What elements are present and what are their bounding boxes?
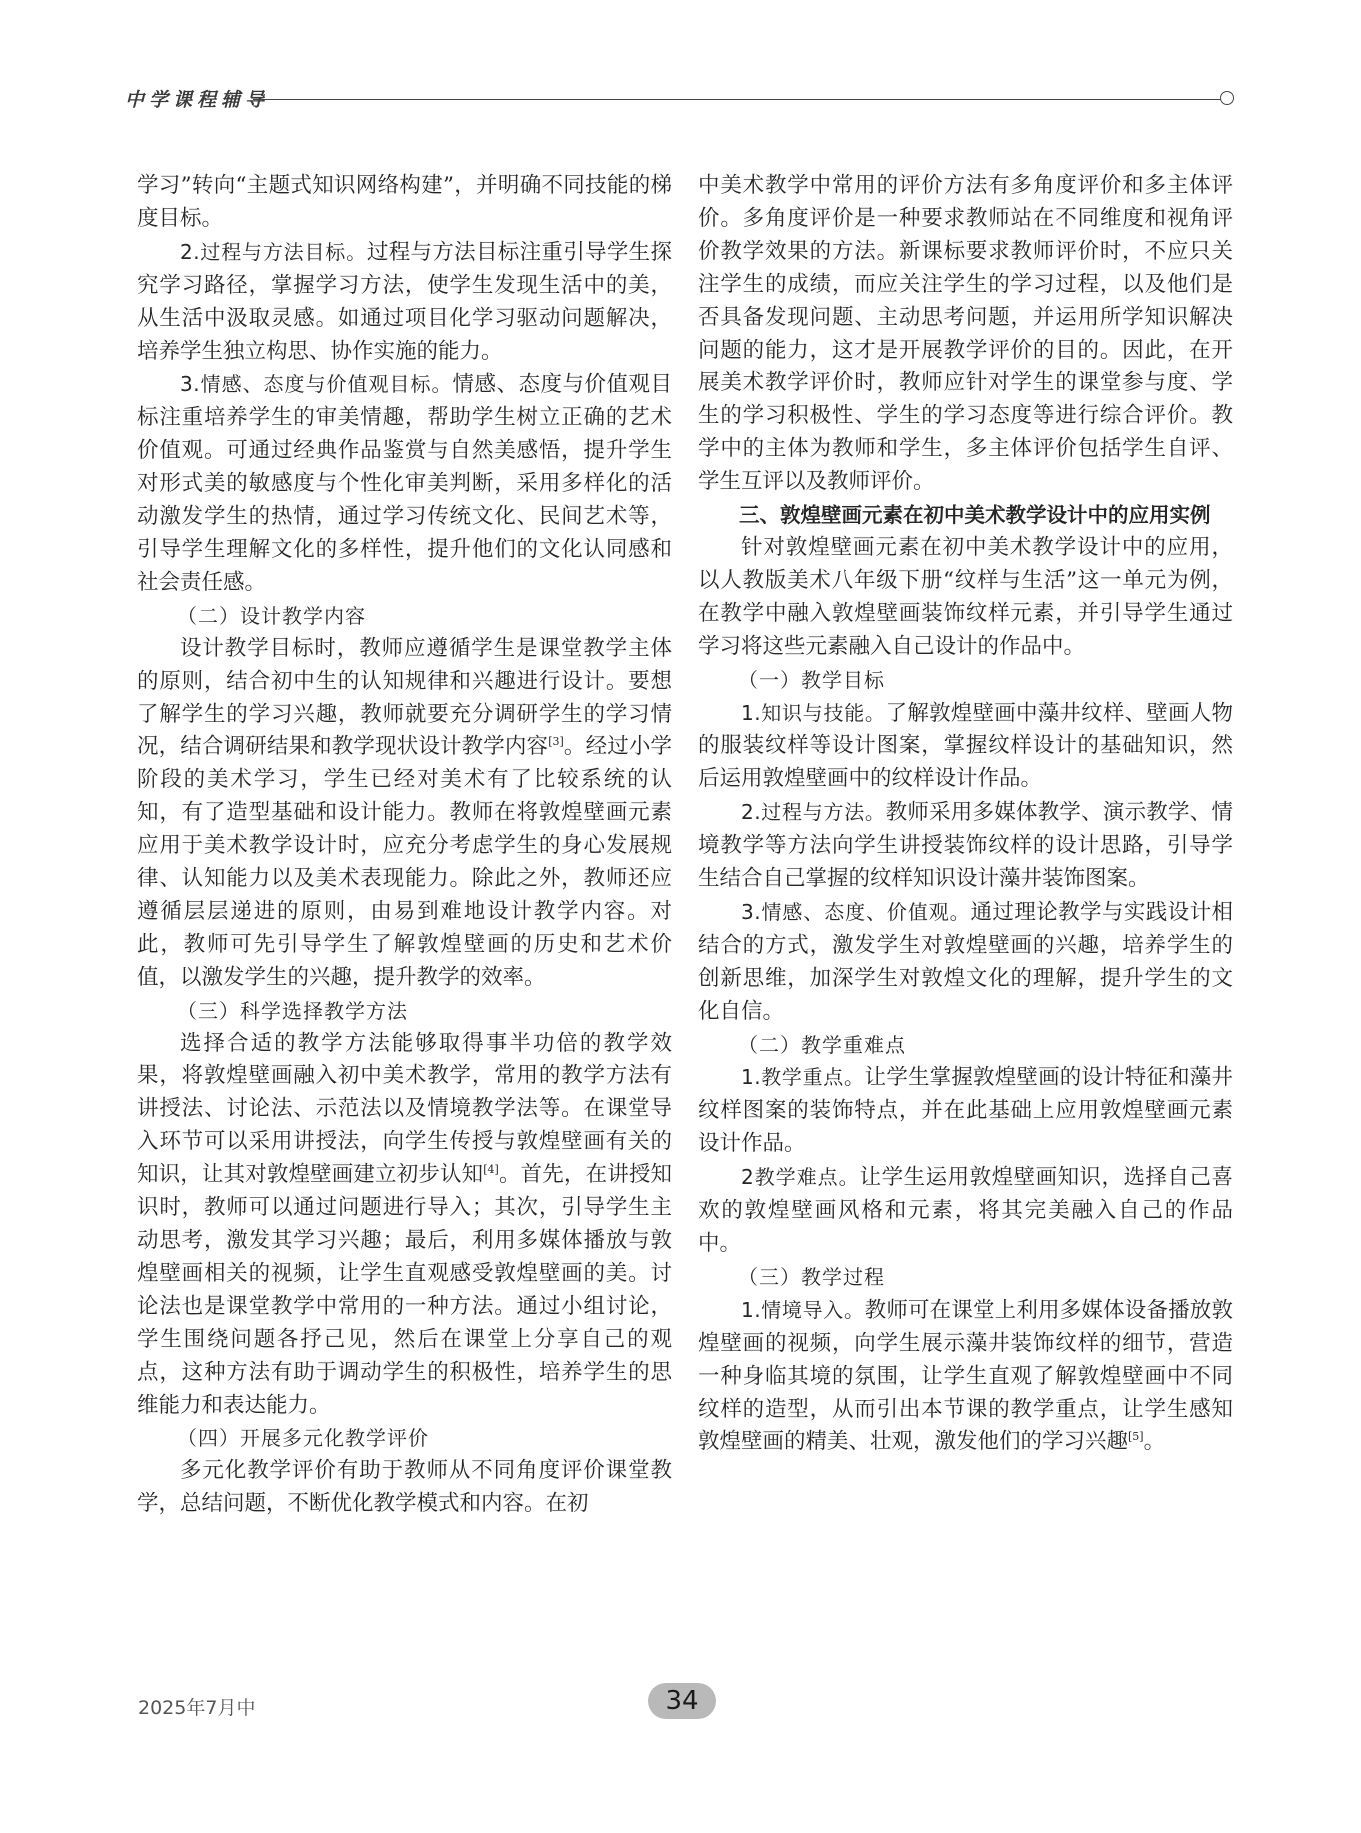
numbered-item	[698, 1161, 1233, 1261]
body-text: 。首先，在讲授知识时，教师可以通过问题进行导入；其次，引导学生主动思考，激发其学习兴趣；最后，利用多媒体播放与敦煌壁画相关的视频，让学生直观感受敦煌壁画的美。讨论法也是课堂教学中常用的一种方法。通过小组讨论，学生围绕问题各抒己见，然后在课堂上分享自己的观点，这种方法有助于调动学生的积极性，培养学生的思维能力和表达能力。	[137, 1162, 672, 1418]
citation-marker: [3]	[548, 735, 564, 749]
item-lead: 1.知识与技能。	[741, 700, 886, 725]
body-text: 。经过小学阶段的美术学习，学生已经对美术有了比较系统的认知，有了造型基础和设计能力。教师在将敦煌壁画元素应用于美术教学设计时，应充分考虑学生的身心发展规律、认知能力以及美术表现能力。除此之外，教师还应遵循层层递进的原则，由易到难地设计教学内容。对此，教师可先引导学生了解敦煌壁画的历史和艺术价值，以激发学生的兴趣，提升教学的效率。	[137, 734, 672, 990]
subsection-heading: （四）开展多元化教学评价	[177, 1426, 429, 1451]
paragraph-continuation: 学习”转向“主题式知识网络构建”，并明确不同技能的梯度目标。	[137, 173, 672, 231]
item-lead: 1.教学重点。	[741, 1065, 865, 1090]
header-rule	[253, 99, 1223, 100]
body-text: 教师采用多媒体教学、演示教学、情境教学等方法向学生讲授装饰纹样的设计思路，引导学生结合自己掌握的纹样知识设计藻井装饰图案。	[698, 800, 1233, 892]
item-lead: 2.过程与方法。	[741, 800, 886, 825]
numbered-item	[698, 1294, 1233, 1460]
item-lead: 2.过程与方法目标。	[180, 239, 367, 264]
paragraph	[137, 1028, 672, 1423]
item-lead: 3.情感、态度、价值观。	[741, 899, 971, 924]
body-text: 选择合适的教学方法能够取得事半功倍的教学效果，将敦煌壁画融入初中美术教学，常用的教学方法有讲授法、讨论法、示范法以及情境教学法等。在课堂导入环节可以采用讲授法，向学生传授与敦煌壁画有关的知识，让其对敦煌壁画建立初步认知	[137, 1030, 672, 1188]
numbered-item	[137, 368, 672, 599]
body-text: 。	[1143, 1429, 1166, 1455]
item-lead: 1.情境导入。	[741, 1297, 865, 1322]
paragraph	[137, 633, 672, 995]
subsection-heading: （二）设计教学内容	[177, 603, 366, 628]
issue-date: 2025年7月中	[138, 1697, 256, 1719]
citation-marker: [4]	[483, 1163, 499, 1177]
numbered-item	[698, 896, 1233, 1029]
item-lead: 2教学难点。	[741, 1165, 860, 1190]
subsection-heading: （一）教学目标	[738, 667, 885, 692]
running-header	[125, 88, 1225, 112]
body-text: 通过理论教学与实践设计相结合的方式，激发学生对敦煌壁画的兴趣，培养学生的创新思维，加深学生对敦煌文化的理解，提升学生的文化自信。	[698, 899, 1233, 1024]
subsection-heading: （二）教学重难点	[738, 1032, 906, 1057]
citation-marker: [5]	[1128, 1430, 1144, 1444]
item-lead: 3.情感、态度与价值观目标。	[180, 372, 453, 397]
journal-name: 中学课程辅导	[125, 89, 270, 111]
subsection-heading: （三）教学过程	[738, 1264, 885, 1289]
body-text: 让学生掌握敦煌壁画的设计特征和藻井纹样图案的装饰特点，并在此基础上应用敦煌壁画元素设计作品。	[698, 1065, 1233, 1157]
body-text: 了解敦煌壁画中藻井纹样、壁画人物的服装纹样等设计图案，掌握纹样设计的基础知识，然后运用敦煌壁画中的纹样设计作品。	[698, 700, 1233, 792]
body-text: 过程与方法目标注重引导学生探究学习路径，掌握学习方法，使学生发现生活中的美，从生活中汲取灵感。如通过项目化学习驱动问题解决，培养学生独立构思、协作实施的能力。	[137, 239, 672, 364]
body-text: 针对敦煌壁画元素在初中美术教学设计中的应用，以人教版美术八年级下册“纹样与生活”这一单元为例，在教学中融入敦煌壁画装饰纹样元素，并引导学生通过学习将这些元素融入自己设计的作品中。	[698, 534, 1233, 659]
paragraph	[698, 532, 1233, 664]
section-heading: 三、敦煌壁画元素在初中美术教学设计中的应用实例	[739, 503, 1211, 528]
body-text: 教师可在课堂上利用多媒体设备播放敦煌壁画的视频，向学生展示藻井装饰纹样的细节，营造一种身临其境的氛围，让学生直观了解敦煌壁画中不同纹样的造型，从而引出本节课的教学重点，让学生感知敦煌壁画的精美、壮观，激发他们的学习兴趣	[698, 1297, 1233, 1455]
body-text: 设计教学目标时，教师应遵循学生是课堂教学主体的原则，结合初中生的认知规律和兴趣进行设计。要想了解学生的学习兴趣，教师就要充分调研学生的学习情况，结合调研结果和教学现状设计教学内容	[137, 635, 672, 760]
paragraph-continuation: 中美术教学中常用的评价方法有多角度评价和多主体评价。多角度评价是一种要求教师站在不同维度和视角评价教学效果的方法。新课标要求教师评价时，不应只关注学生的成绩，而应关注学生的学习过程，以及他们是否具备发现问题、主动思考问题，并运用所学知识解决问题的能力，这才是开展教学评价的目的。因此，在开展美术教学评价时，教师应针对学生的课堂参与度、学生的学习积极性、学生的学习态度等进行综合评价。教学中的主体为教师和学生，多主体评价包括学生自评、学生互评以及教师评价。	[698, 173, 1233, 495]
body-text: 让学生运用敦煌壁画知识，选择自己喜欢的敦煌壁画风格和元素，将其完美融入自己的作品中。	[698, 1165, 1233, 1256]
header-circle-ornament	[1220, 91, 1234, 105]
paragraph	[137, 1455, 672, 1521]
numbered-item	[698, 1061, 1233, 1161]
numbered-item	[698, 697, 1233, 797]
numbered-item	[698, 796, 1233, 896]
subsection-heading: （三）科学选择教学方法	[177, 998, 408, 1023]
numbered-item	[137, 236, 672, 369]
body-text: 多元化教学评价有助于教师从不同角度评价课堂教学，总结问题，不断优化教学模式和内容。在初	[137, 1458, 672, 1517]
right-column	[698, 170, 1233, 1459]
body-text: 情感、态度与价值观目标注重培养学生的审美情趣，帮助学生树立正确的艺术价值观。可通过经典作品鉴赏与自然美感悟，提升学生对形式美的敏感度与个性化审美判断，采用多样化的活动激发学生的热情，通过学习传统文化、民间艺术等，引导学生理解文化的多样性，提升他们的文化认同感和社会责任感。	[137, 372, 672, 595]
left-column	[137, 170, 672, 1521]
page-number: 34	[648, 1683, 716, 1719]
